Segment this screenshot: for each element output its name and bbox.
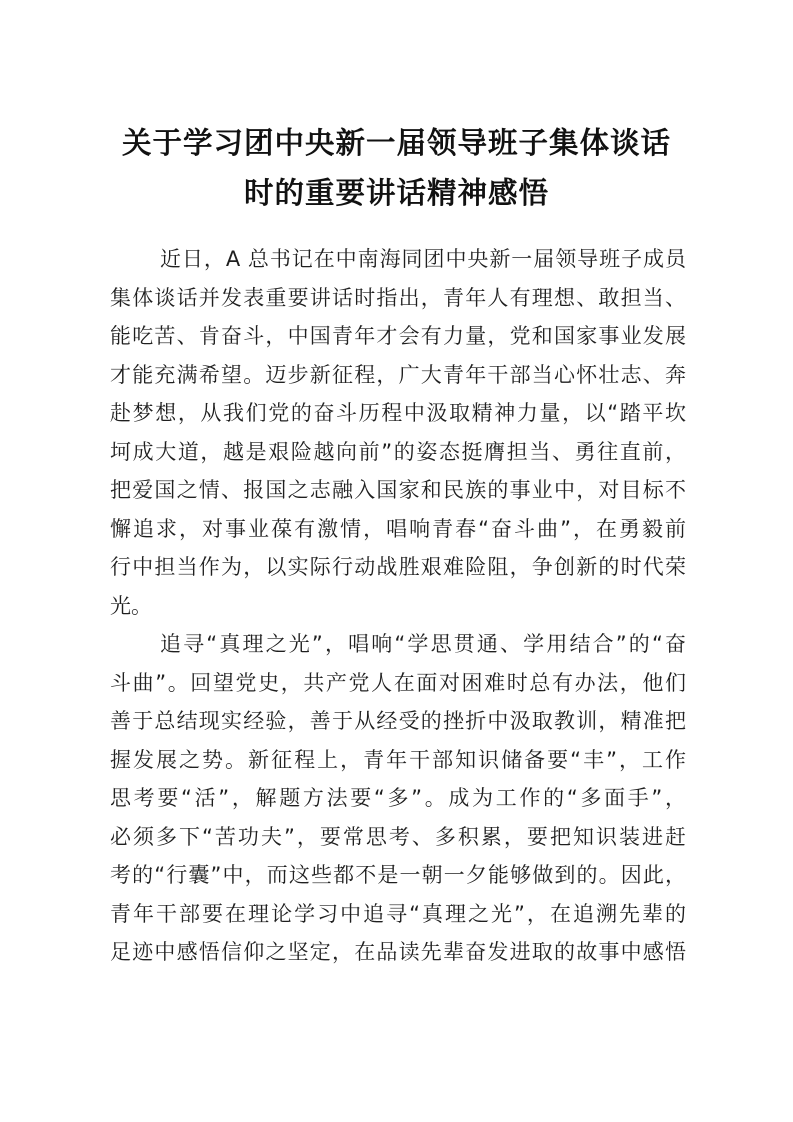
paragraph-line: 思考要“活”，解题方法要“多”。成为工作的“多面手”，	[110, 786, 686, 810]
paragraph-line: 把爱国之情、报国之志融入国家和民族的事业中，对目标不	[110, 478, 686, 502]
paragraph-line: 集体谈话并发表重要讲话时指出，青年人有理想、敢担当、	[110, 285, 686, 310]
paragraph-line: 必须多下“苦功夫”，要常思考、多积累，要把知识装进赶	[110, 824, 686, 849]
title-line-2: 时的重要讲话精神感悟	[243, 176, 549, 210]
title-line-1: 关于学习团中央新一届领导班子集体谈话	[121, 126, 671, 160]
paragraph-line: 能吃苦、肯奋斗，中国青年才会有力量，党和国家事业发展	[110, 324, 686, 348]
paragraph-line: 光。	[110, 593, 152, 618]
paragraph-line: 青年干部要在理论学习中追寻“真理之光”，在追溯先辈的	[110, 901, 686, 926]
paragraph-line: 足迹中感悟信仰之坚定，在品读先辈奋发进取的故事中感悟	[110, 940, 686, 964]
paragraph-2	[110, 625, 686, 972]
paragraph-line: 行中担当作为，以实际行动战胜艰难险阻，争创新的时代荣	[110, 555, 686, 579]
document-title	[120, 118, 673, 218]
paragraph-line: 追寻“真理之光”，唱响“学思贯通、学用结合”的“奋	[160, 632, 686, 656]
paragraph-line: 懈追求，对事业葆有激情，唱响青春“奋斗曲”，在勇毅前	[110, 516, 686, 541]
paragraph-1	[110, 240, 686, 625]
paragraph-line: 坷成大道，越是艰险越向前”的姿态挺膺担当、勇往直前，	[110, 439, 686, 464]
paragraph-line: 近日，A 总书记在中南海同团中央新一届领导班子成员	[160, 247, 686, 271]
paragraph-line: 才能充满希望。迈步新征程，广大青年干部当心怀壮志、奔	[110, 362, 686, 387]
document-body	[110, 240, 686, 972]
paragraph-line: 斗曲”。回望党史，共产党人在面对困难时总有办法，他们	[110, 670, 686, 695]
paragraph-line: 握发展之势。新征程上，青年干部知识储备要“丰”，工作	[110, 747, 686, 772]
paragraph-line: 善于总结现实经验，善于从经受的挫折中汲取教训，精准把	[110, 709, 686, 733]
paragraph-line: 考的“行囊”中，而这些都不是一朝一夕能够做到的。因此，	[110, 863, 686, 887]
paragraph-line: 赴梦想，从我们党的奋斗历程中汲取精神力量，以“踏平坎	[110, 401, 686, 425]
